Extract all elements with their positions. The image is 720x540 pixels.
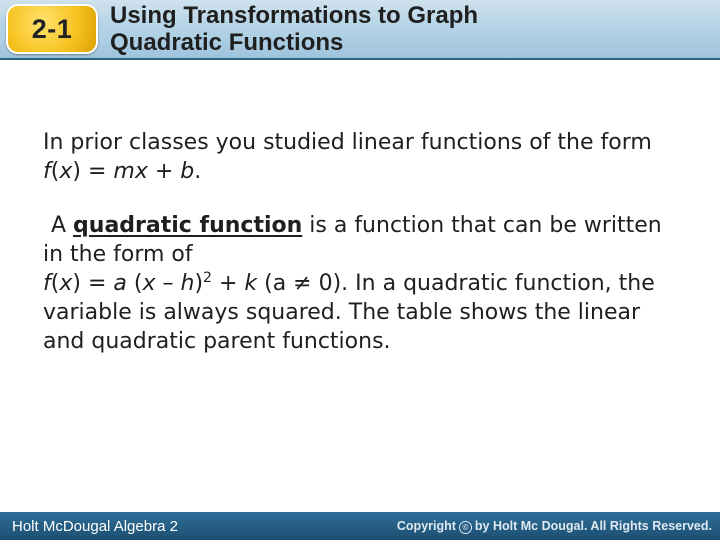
slide-title xyxy=(110,2,710,56)
paragraph-quadratic-definition xyxy=(43,211,683,356)
p1-end: . xyxy=(194,159,202,184)
title-line-2: Quadratic Functions xyxy=(110,29,344,56)
p1-plus: + xyxy=(147,159,181,184)
slide-footer xyxy=(0,512,720,540)
copyright-icon: © xyxy=(459,521,472,534)
p2-after-term: is a function that can be written in the form of xyxy=(43,213,662,267)
footer-book-title: Holt McDougal Algebra 2 xyxy=(12,518,178,535)
formula-open: ( xyxy=(50,271,60,296)
formula-f: f xyxy=(43,271,51,296)
formula-k: k xyxy=(244,271,258,296)
p1-x: x xyxy=(59,159,73,184)
paragraph-linear-functions xyxy=(43,128,683,186)
p1-open: ( xyxy=(50,159,60,184)
p2-lead: A xyxy=(51,213,74,238)
formula-close: ) xyxy=(194,271,204,296)
footer-copyright xyxy=(397,519,712,534)
formula-plus: + xyxy=(211,271,245,296)
slide-header xyxy=(0,0,720,60)
p1-mid: ) = xyxy=(72,159,114,184)
p1-text: In prior classes you studied linear functions of the form xyxy=(43,130,652,155)
formula-x2: x xyxy=(142,271,156,296)
slide-content xyxy=(43,128,683,356)
p1-mx: mx xyxy=(113,159,148,184)
formula-exponent: 2 xyxy=(203,270,212,286)
formula-eq: ) = xyxy=(72,271,114,296)
formula-condition-text: (a ≠ 0). In a quadratic function, the variable is always squared. The table shows the linear and quadratic parent functions. xyxy=(43,271,655,354)
formula-paren: ( xyxy=(126,271,143,296)
p1-f: f xyxy=(43,159,51,184)
formula-h: h xyxy=(180,271,195,296)
title-line-1: Using Transformations to Graph xyxy=(110,2,479,29)
formula-minus: – xyxy=(155,271,181,296)
copyright-rest: by Holt Mc Dougal. All Rights Reserved. xyxy=(474,519,712,533)
formula-a: a xyxy=(113,271,127,296)
p1-b: b xyxy=(180,159,195,184)
formula-x: x xyxy=(59,271,73,296)
vocab-term-quadratic-function: quadratic function xyxy=(73,213,303,238)
lesson-badge xyxy=(6,4,98,54)
copyright-prefix: Copyright xyxy=(396,519,456,533)
lesson-number: 2-1 xyxy=(31,13,73,44)
